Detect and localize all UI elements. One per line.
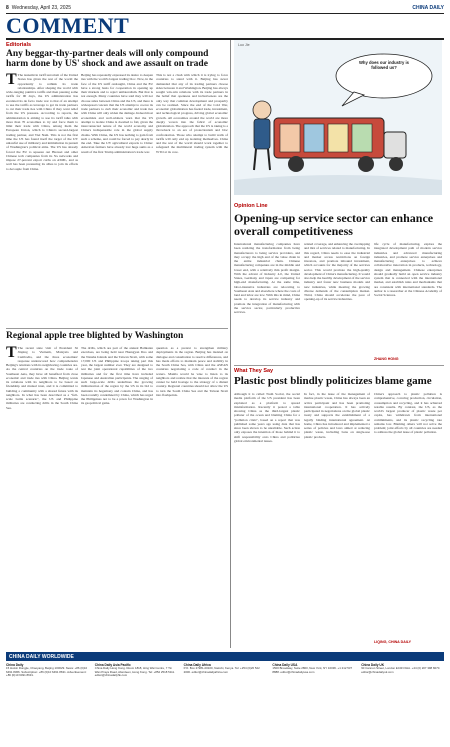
cartoon-credit: Luo Jie: [238, 43, 250, 47]
opinion-col-2: related coverage, and enhancing the overlapping and mix of services related to manufacturing. In this regard, China needs to ease the industrial and market access restrictions on foreign investors, and promote inbound investment, which accounts for the majority of the services sector. This would promote the high-quality development of China's manufacturing. It would also help the healthy development of the service industry and foster new business models and new industries, while meeting the growing diverse demands of the consumption market. Third, China should accelerate the pace of opening-up of its service industries.: [304, 242, 370, 302]
editorial-headline-1: Any beggar-thy-partner deals will only compound harm done by US' shock and awe assault on trade: [6, 49, 209, 69]
drop-cap: T: [6, 346, 17, 361]
footer-col-china-daily: China Daily 15 Huixin Dongjie, Chaoyang, Beijing 100029. News: +86 (0)10 6491 8366. Subscription: +86 (0)10 6491 8631. Advertisement: +86 (0)10 6491 8631.: [6, 663, 88, 678]
what-they-say-col-1: Although it is called Truth Social, the social media platform of the US president has been exploited as a platform to spread misinformation. Recently it posted a table showing China as the third-largest plastic polluter of the ocean and blaming China for a "pollution crisis", based on a report that was published some years ago using data that has since been shown to be unreliable. Such action only exposes the intention of those behind it to shift responsibility onto China and politicize global environmental issues.: [234, 392, 300, 443]
what-they-say-col-3: China's approach to plastic pollution is comprehensive, covering production, circulation, consumption and recycling, and it has achieved notable results. By contrast, the US, as the world's largest producer of plastic waste per capita, has withdrawn from international commitments, and its plastic recycling rate remains low. Blaming others will not solve the problem; joint efforts by all countries are needed to address the global issue of plastic pollution.: [374, 392, 442, 435]
editorial-1-col-1: T The tsunami in tariff terrorism of the United States has given the rest of the world the opportunity to rethink its trade relationships. After shaping the world with wide-ranging punitive tariffs and then pausing some tariffs for 90 days, the US administration has escalated its de facto trade war to that of an attempt to use the tariffs as leverage to get its trade partners to cut their trade ties with China if they want relief from the US pressure. According to reports, the administration is aiming to use its tariff talks with more than 70 economies to try and force them to limit their trade with China, among them the European Union, which is China's second-largest trading partner, and Viet Nam. This is not the first time the US has found itself the target of the US' unlawful use of militancy and intimidation in pursuit of Washington's political aims. The US has already forced the EU to squeeze out Huawei and other Chinese tech companies from its 5G networks and impose 27-percent export curbs on ASML, and as well has been pressuring its allies to join its efforts to decouple from China.: [6, 73, 78, 171]
editorial-cartoon: [234, 40, 442, 195]
editorial-2-col-2: The drills, which are part of the annual Balikatan exercises, are being held near Huangyan Dao and the Nansha Islands and the Taiwan Strait, with some 17,000 US and Philippine troops taking part this year, the largest number ever. They are designed to test the joint operational capabilities of the two militaries and for the first time have included Japanese and Australian participants. The staging of such large-scale drills underlines the growing militarization of the region by the US in its bid to maintain its hegemony and contain China, and has been roundly condemned by China, which has urged the Philippines not to be a pawn for Washington in its geopolitical game.: [81, 346, 153, 406]
editorial-headline-2: Regional apple tree blighted by Washington: [6, 331, 184, 341]
opinion-divider: [234, 365, 444, 366]
editorial-1-col-2: Beijing has repeatedly expressed its desire to deepen ties with the world's largest trading bloc. Now, in the face of the US tariff onslaught, China and the EU have a strong basis for cooperation in opening up their markets and to reject unilateralism. But that is not enough. Many countries have said they will not choose sides between China and the US, and there is widespread concern that the US attempt to coerce its trade partners to curb their economic and trade ties with China will only widen the damage. Indeed most economists and well-wishers warn that the US attempt to isolate China is doomed to fail, given the interconnected nature of the world economy and China's indispensable role in the global supply chains. With China, the US has nothing to gain from such a scheme, and could be forced to pay dearly in the end. Take the US' agricultural exports to China: American farmers have already lost huge sums as a result of the first Trump administration's trade war.: [81, 73, 153, 154]
footer-bar: CHINA DAILY WORLDWIDE: [6, 652, 444, 661]
section-title: COMMENT: [6, 13, 130, 38]
editorial-2-col-3: question as a pretext to strengthen military deployments in the region. Beijing has insisted on dialogue and consultation to resolve differences, and has made efforts to maintain peace and stability in the South China Sea, with China and the ASEAN countries negotiating a code of conduct in the waters. Manila would be wise to listen to its neighbors and realize that the interests of the region cannot be held hostage to the strategy of a distant country. Regional countries should not allow the US to turn the South China Sea and the Taiwan Strait into flashpoints.: [156, 346, 228, 397]
page-number: 8: [6, 5, 9, 11]
paper-name: CHINA DAILY: [412, 5, 444, 11]
what-they-say-label: What They Say: [234, 368, 274, 374]
editorials-label: Editorials: [6, 42, 32, 48]
what-they-say-headline: Plastic post blindly politicizes blame game: [234, 375, 432, 387]
editorial-2-col-1: T The recent state visit of President Xi Jinping to Vietnam, Malaysia and Cambodia, and the three economies' response underscored how comprehensive Beijing's relations with its neighboring countries are. As the central countries on the trade route of Southeast Asia, they have all benefited from close economic and trade ties with China. Beijing wants its relations with its neighbors to be based on friendship and mutual trust, and it is committed to building a community with a shared future with its neighbors. In what has been described as a "full-scale battle scenario", the US and Philippine militaries are conducting drills in the South China Sea.: [6, 346, 78, 410]
opinion-author: ZHANG HONG: [374, 357, 399, 361]
footer-col-uk: China Daily UK 90 Cannon Street, London EC4N 6HA. +44 (0) 207 398 8270. editor@chinadailyuk.com: [361, 663, 441, 674]
column-divider: [230, 40, 231, 648]
opinion-label: Opinion Line: [234, 203, 268, 209]
opinion-col-3: life cycle of manufacturing, explore the integrated development path of modern service industries and advanced manufacturing industries, and promote service enterprises and manufacturing enterprises to achieve collaborative innovation in products, technology, design and management. Chinese enterprises should gradually build an open service industry system that is connected with the international market, and establish rules and mechanisms that are consistent with international standards. The author is a researcher at the Chinese Academy of Social Sciences.: [374, 242, 442, 297]
drop-cap: T: [6, 73, 17, 88]
opinion-headline: Opening-up service sector can enhance overall competitiveness: [234, 211, 434, 238]
footer: [6, 652, 444, 744]
issue-date: Wednesday, April 23, 2025: [11, 5, 72, 11]
cartoon-caption: Why does our industry is followed us?: [358, 60, 410, 70]
opinion-col-1: International manufacturing companies have been realizing the transformation from being manufacturers to being service providers, and they occupy the high end of the value chain in the entire industrial chain. Chinese manufacturing companies are in the middle and lower end, with a relatively thin profit margin. With the advent of Industry 4.0, the United States, Germany and Japan are competing for high-end manufacturing. At the same time, labor-intensive industries are relocating to Southeast Asia and elsewhere where the costs of land and labor are low. With this in mind, China needs to develop its service industry and promote the integration of manufacturing with the service sector, particularly productive services.: [234, 242, 300, 314]
what-they-say-col-2: In fact, in the issue of the management of marine plastic waste, China has always been an active participant and has been promoting international cooperation. It has actively participated in negotiations on the global plastic treaty and supports the establishment of a legally binding international agreement. At home, China has introduced and implemented a series of policies and laws aimed at reducing plastic waste, including bans on single-use plastic products.: [304, 392, 370, 439]
footer-col-usa: China Daily USA 1500 Broadway, Suite 2800, New York, NY 10036. +1 212 537 8888. editor@chinadailyusa.com: [272, 663, 353, 674]
what-they-say-author: LIQING, CHINA DAILY: [374, 640, 412, 644]
footer-col-africa: China Daily Africa P.O. Box 27281-00100, Nairobi, Kenya. Tel: +254 (0)20 522 2000. editor@chinadailyafrica.com: [183, 663, 260, 674]
editorial-1-col-3: This is not a clash with which it is trying to force countries to stand with it. Beijing has never demanded that any of its trading partners choose sides between it and Washington. Beijing has always sought win-win relations with its trade partners in the belief that openness and inclusiveness are the only way that common development and prosperity can be realized. Since the end of the Cold War, economic globalization has fueled trade, investment, and technological progress, driving global economic growth. All economies around the world are more deeply woven into the fabric of economic globalization. The approach that the US is taking is a throwback to an era of protectionism and bloc confrontation. Those who attempt to build walls of tariffs will only end up isolating themselves. China and the rest of the world should work together to safeguard the multilateral trading system with the WTO at its core.: [156, 73, 228, 154]
footer-col-asia-pacific: China Daily Asia Pacific China Daily Hong Kong. Room 1818, Hing Wai Centre, 7 Tin Wan Praya Road, Aberdeen, Hong Kong. Tel: +852 2518 5111. editor@chinadailyhk.com: [94, 663, 175, 678]
editorial-divider: [6, 328, 228, 329]
page-header: [6, 3, 444, 13]
